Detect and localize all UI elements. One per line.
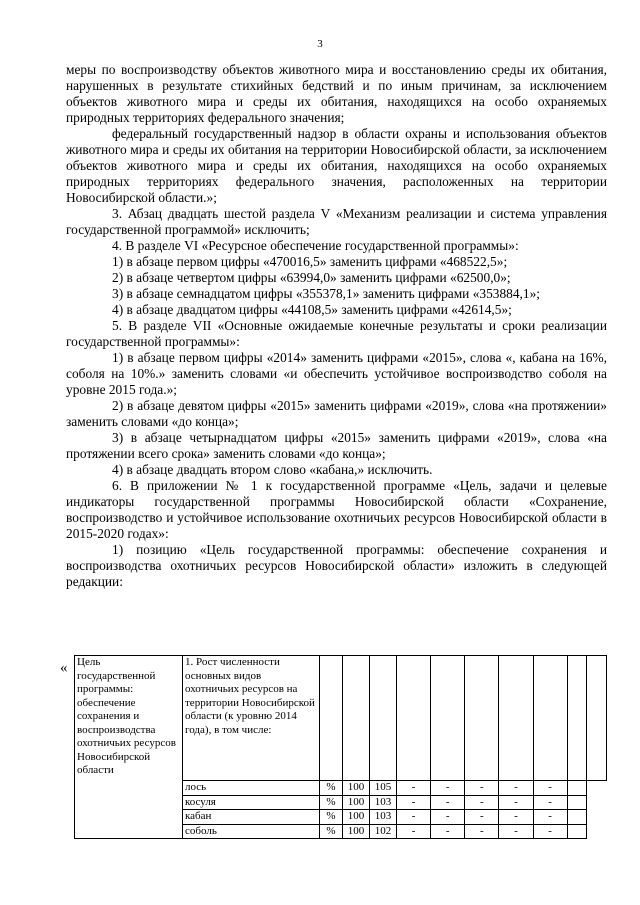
empty-cell [567, 781, 587, 796]
indicators-table [74, 655, 607, 839]
species-name: соболь [183, 824, 320, 839]
unit-cell: % [320, 824, 343, 839]
paragraph: 6. В приложении № 1 к государственной программе «Цель, задачи и целевые индикаторы государственной программы Новосибирской области «Сохранение, воспроизводство и устойчивое использование охотничьих ресурсов Новосибирской области в 2015-2020 годах»: [66, 478, 607, 541]
paragraph: 5. В разделе VII «Основные ожидаемые конечные результаты и сроки реализации государственной программы»: [66, 318, 607, 349]
empty-cell [587, 656, 607, 781]
value-cell: - [499, 824, 533, 839]
goal-cell: Цель государственной программы: обеспечение сохранения и воспроизводства охотничьих ресурсов Новосибирской области [75, 656, 183, 839]
paragraph: федеральный государственный надзор в области охраны и использования объектов животного мира и среды их обитания на территории Новосибирской области, за исключением объектов животного мира и среды их обитания, находящихся на особо охраняемых природных территориях федерального значения, расположенных на территории Новосибирской области.»; [66, 126, 607, 205]
value-cell: - [499, 810, 533, 825]
value-cell: 105 [370, 781, 397, 796]
paragraph: 4) в абзаце двадцать втором слово «кабана,» исключить. [112, 462, 433, 477]
empty-cell [397, 656, 431, 781]
paragraph: 1) в абзаце первом цифры «470016,5» заменить цифрами «468522,5»; [112, 254, 508, 269]
paragraph: 3) в абзаце семнадцатом цифры «355378,1» заменить цифрами «353884,1»; [112, 286, 541, 301]
species-name: кабан [183, 810, 320, 825]
page-number: 3 [317, 38, 323, 50]
table-open-quote: « [60, 660, 68, 676]
unit-cell: % [320, 795, 343, 810]
empty-cell [567, 795, 587, 810]
value-cell: 100 [343, 781, 370, 796]
value-cell: - [397, 781, 431, 796]
value-cell: - [465, 810, 499, 825]
empty-cell [499, 656, 533, 781]
value-cell: - [431, 824, 465, 839]
paragraph: 4) в абзаце двадцатом цифры «44108,5» заменить цифрами «42614,5»; [112, 302, 512, 317]
empty-cell [320, 656, 343, 781]
empty-cell [370, 656, 397, 781]
unit-cell: % [320, 781, 343, 796]
paragraph: 1) в абзаце первом цифры «2014» заменить цифрами «2015», слова «, кабана на 16%, соболя на 10%.» заменить словами «и обеспечить устойчивое воспроизводство соболя на уровне 2015 года.»; [66, 350, 607, 397]
value-cell: 102 [370, 824, 397, 839]
empty-cell [465, 656, 499, 781]
value-cell: - [431, 795, 465, 810]
empty-cell [431, 656, 465, 781]
value-cell: - [431, 810, 465, 825]
paragraph: 4. В разделе VI «Ресурсное обеспечение государственной программы»: [112, 238, 519, 253]
paragraph: 2) в абзаце четвертом цифры «63994,0» заменить цифрами «62500,0»; [112, 270, 511, 285]
value-cell: - [465, 781, 499, 796]
value-cell: 100 [343, 824, 370, 839]
empty-cell [533, 656, 567, 781]
empty-cell [567, 656, 587, 781]
value-cell: - [397, 795, 431, 810]
empty-cell [567, 824, 587, 839]
empty-cell [343, 656, 370, 781]
value-cell: - [533, 824, 567, 839]
document-body [66, 62, 607, 590]
value-cell: - [465, 824, 499, 839]
species-name: косуля [183, 795, 320, 810]
value-cell: - [397, 824, 431, 839]
paragraph: 3) в абзаце четырнадцатом цифры «2015» заменить цифрами «2019», слова «на протяжении всего срока» заменить словами «до конца»; [66, 430, 607, 461]
value-cell: 100 [343, 795, 370, 810]
value-cell: - [397, 810, 431, 825]
paragraph: меры по воспроизводству объектов животного мира и восстановлению среды их обитания, нарушенных в результате стихийных бедствий и по иным причинам, за исключением объектов животного мира и среды их обитания, находящихся на особо охраняемых природных территориях федерального значения; [66, 62, 607, 125]
unit-cell: % [320, 810, 343, 825]
paragraph: 2) в абзаце девятом цифры «2015» заменить цифрами «2019», слова «на протяжении» заменить словами «до конца»; [66, 398, 607, 429]
value-cell: - [431, 781, 465, 796]
paragraph: 3. Абзац двадцать шестой раздела V «Механизм реализации и система управления государственной программой» исключить; [66, 206, 607, 237]
species-name: лось [183, 781, 320, 796]
value-cell: - [533, 795, 567, 810]
table-row [75, 656, 607, 781]
paragraph: 1) позицию «Цель государственной программы: обеспечение сохранения и воспроизводства охотничьих ресурсов Новосибирской области» изложить в следующей редакции: [66, 542, 607, 589]
value-cell: - [533, 810, 567, 825]
value-cell: - [499, 781, 533, 796]
value-cell: - [465, 795, 499, 810]
empty-cell [567, 810, 587, 825]
value-cell: 100 [343, 810, 370, 825]
value-cell: - [533, 781, 567, 796]
indicator-cell: 1. Рост численности основных видов охотничьих ресурсов на территории Новосибирской области (к уровню 2014 года), в том числе: [183, 656, 320, 781]
value-cell: - [499, 795, 533, 810]
value-cell: 103 [370, 810, 397, 825]
value-cell: 103 [370, 795, 397, 810]
